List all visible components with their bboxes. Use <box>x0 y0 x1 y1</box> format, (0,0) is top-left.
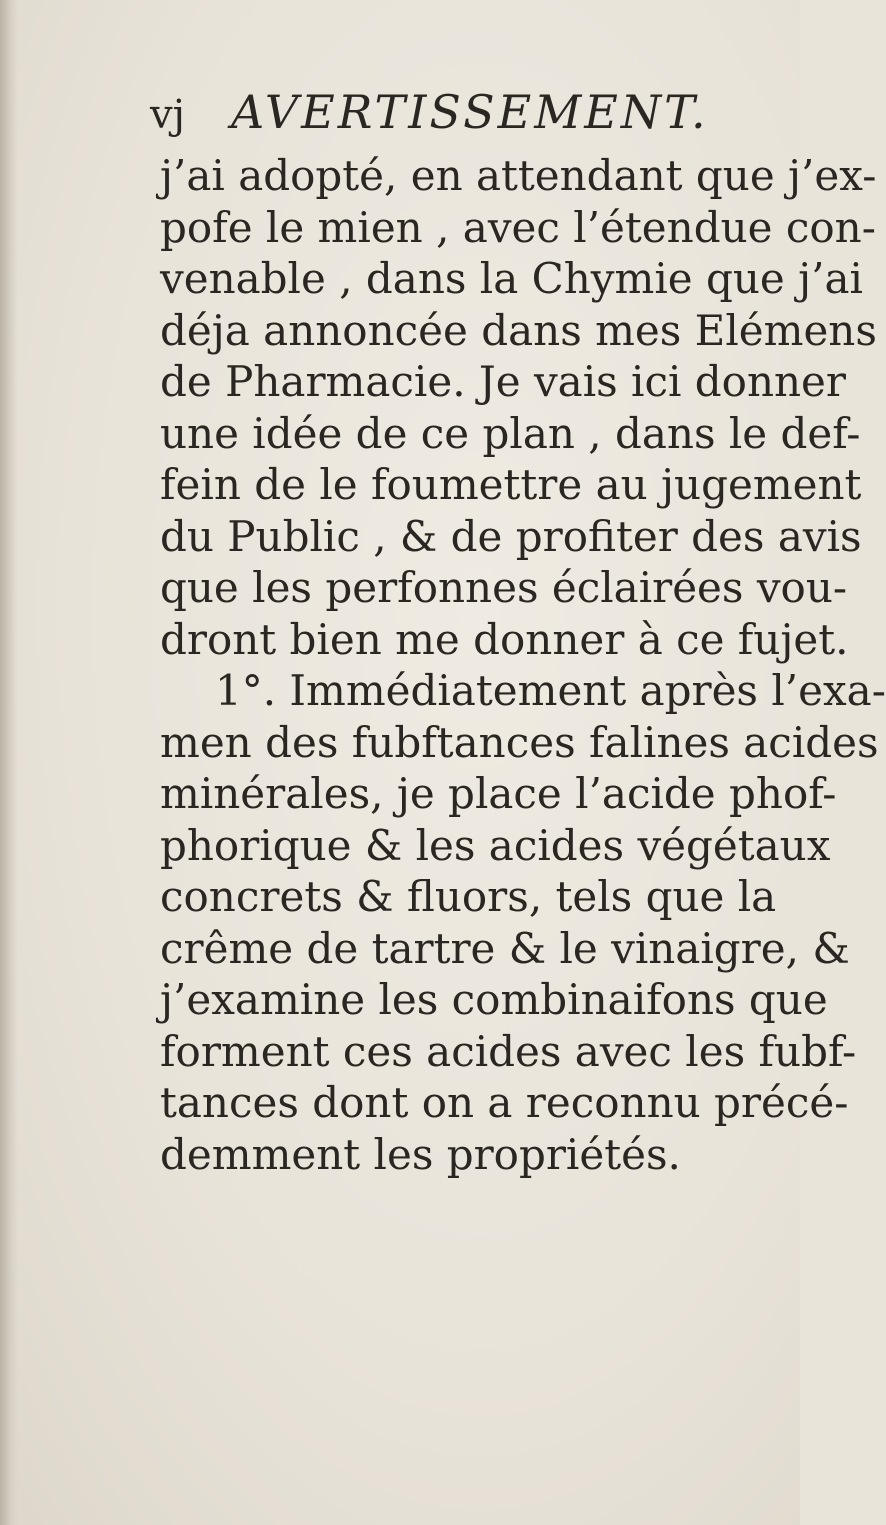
text-line: dront bien me donner à ce fujet. <box>160 614 849 664</box>
text-line: du Public , & de profiter des avis <box>160 511 862 561</box>
page-number: vj <box>150 92 185 138</box>
paragraph-start-line: 1°. Immédiatement après l’exa- <box>215 666 886 715</box>
text-line: forment ces acides avec les fubf- <box>160 1026 857 1076</box>
text-line: de Pharmacie. Je vais ici donner <box>160 357 846 406</box>
text-line: j’examine les combinaifons que <box>160 975 828 1024</box>
body-text <box>160 150 886 1180</box>
running-head: AVERTISSEMENT. <box>231 85 709 139</box>
page-header <box>150 85 709 145</box>
text-line: j’ai adopté, en attendant que j’ex- <box>160 151 877 200</box>
text-line: minérales, je place l’acide phof- <box>160 769 837 818</box>
text-line: pofe le mien , avec l’étendue con- <box>160 202 876 252</box>
text-line: concrets & fluors, tels que la <box>160 872 777 921</box>
text-line: déja annoncée dans mes Elémens <box>160 305 877 355</box>
page-binding-edge <box>0 0 18 1525</box>
text-line: men des fubftances falines acides <box>160 717 879 767</box>
text-line: tances dont on a reconnu précé- <box>160 1078 849 1127</box>
text-line: crême de tartre & le vinaigre, & <box>160 923 850 973</box>
text-line: fein de le foumettre au jugement <box>160 460 862 509</box>
text-line: phorique & les acides végétaux <box>160 820 831 870</box>
text-line: venable , dans la Chymie que j’ai <box>160 254 863 303</box>
text-line: demment les propriétés. <box>160 1129 681 1179</box>
text-line: une idée de ce plan , dans le def- <box>160 408 861 458</box>
text-line: que les perfonnes éclairées vou- <box>160 563 848 612</box>
